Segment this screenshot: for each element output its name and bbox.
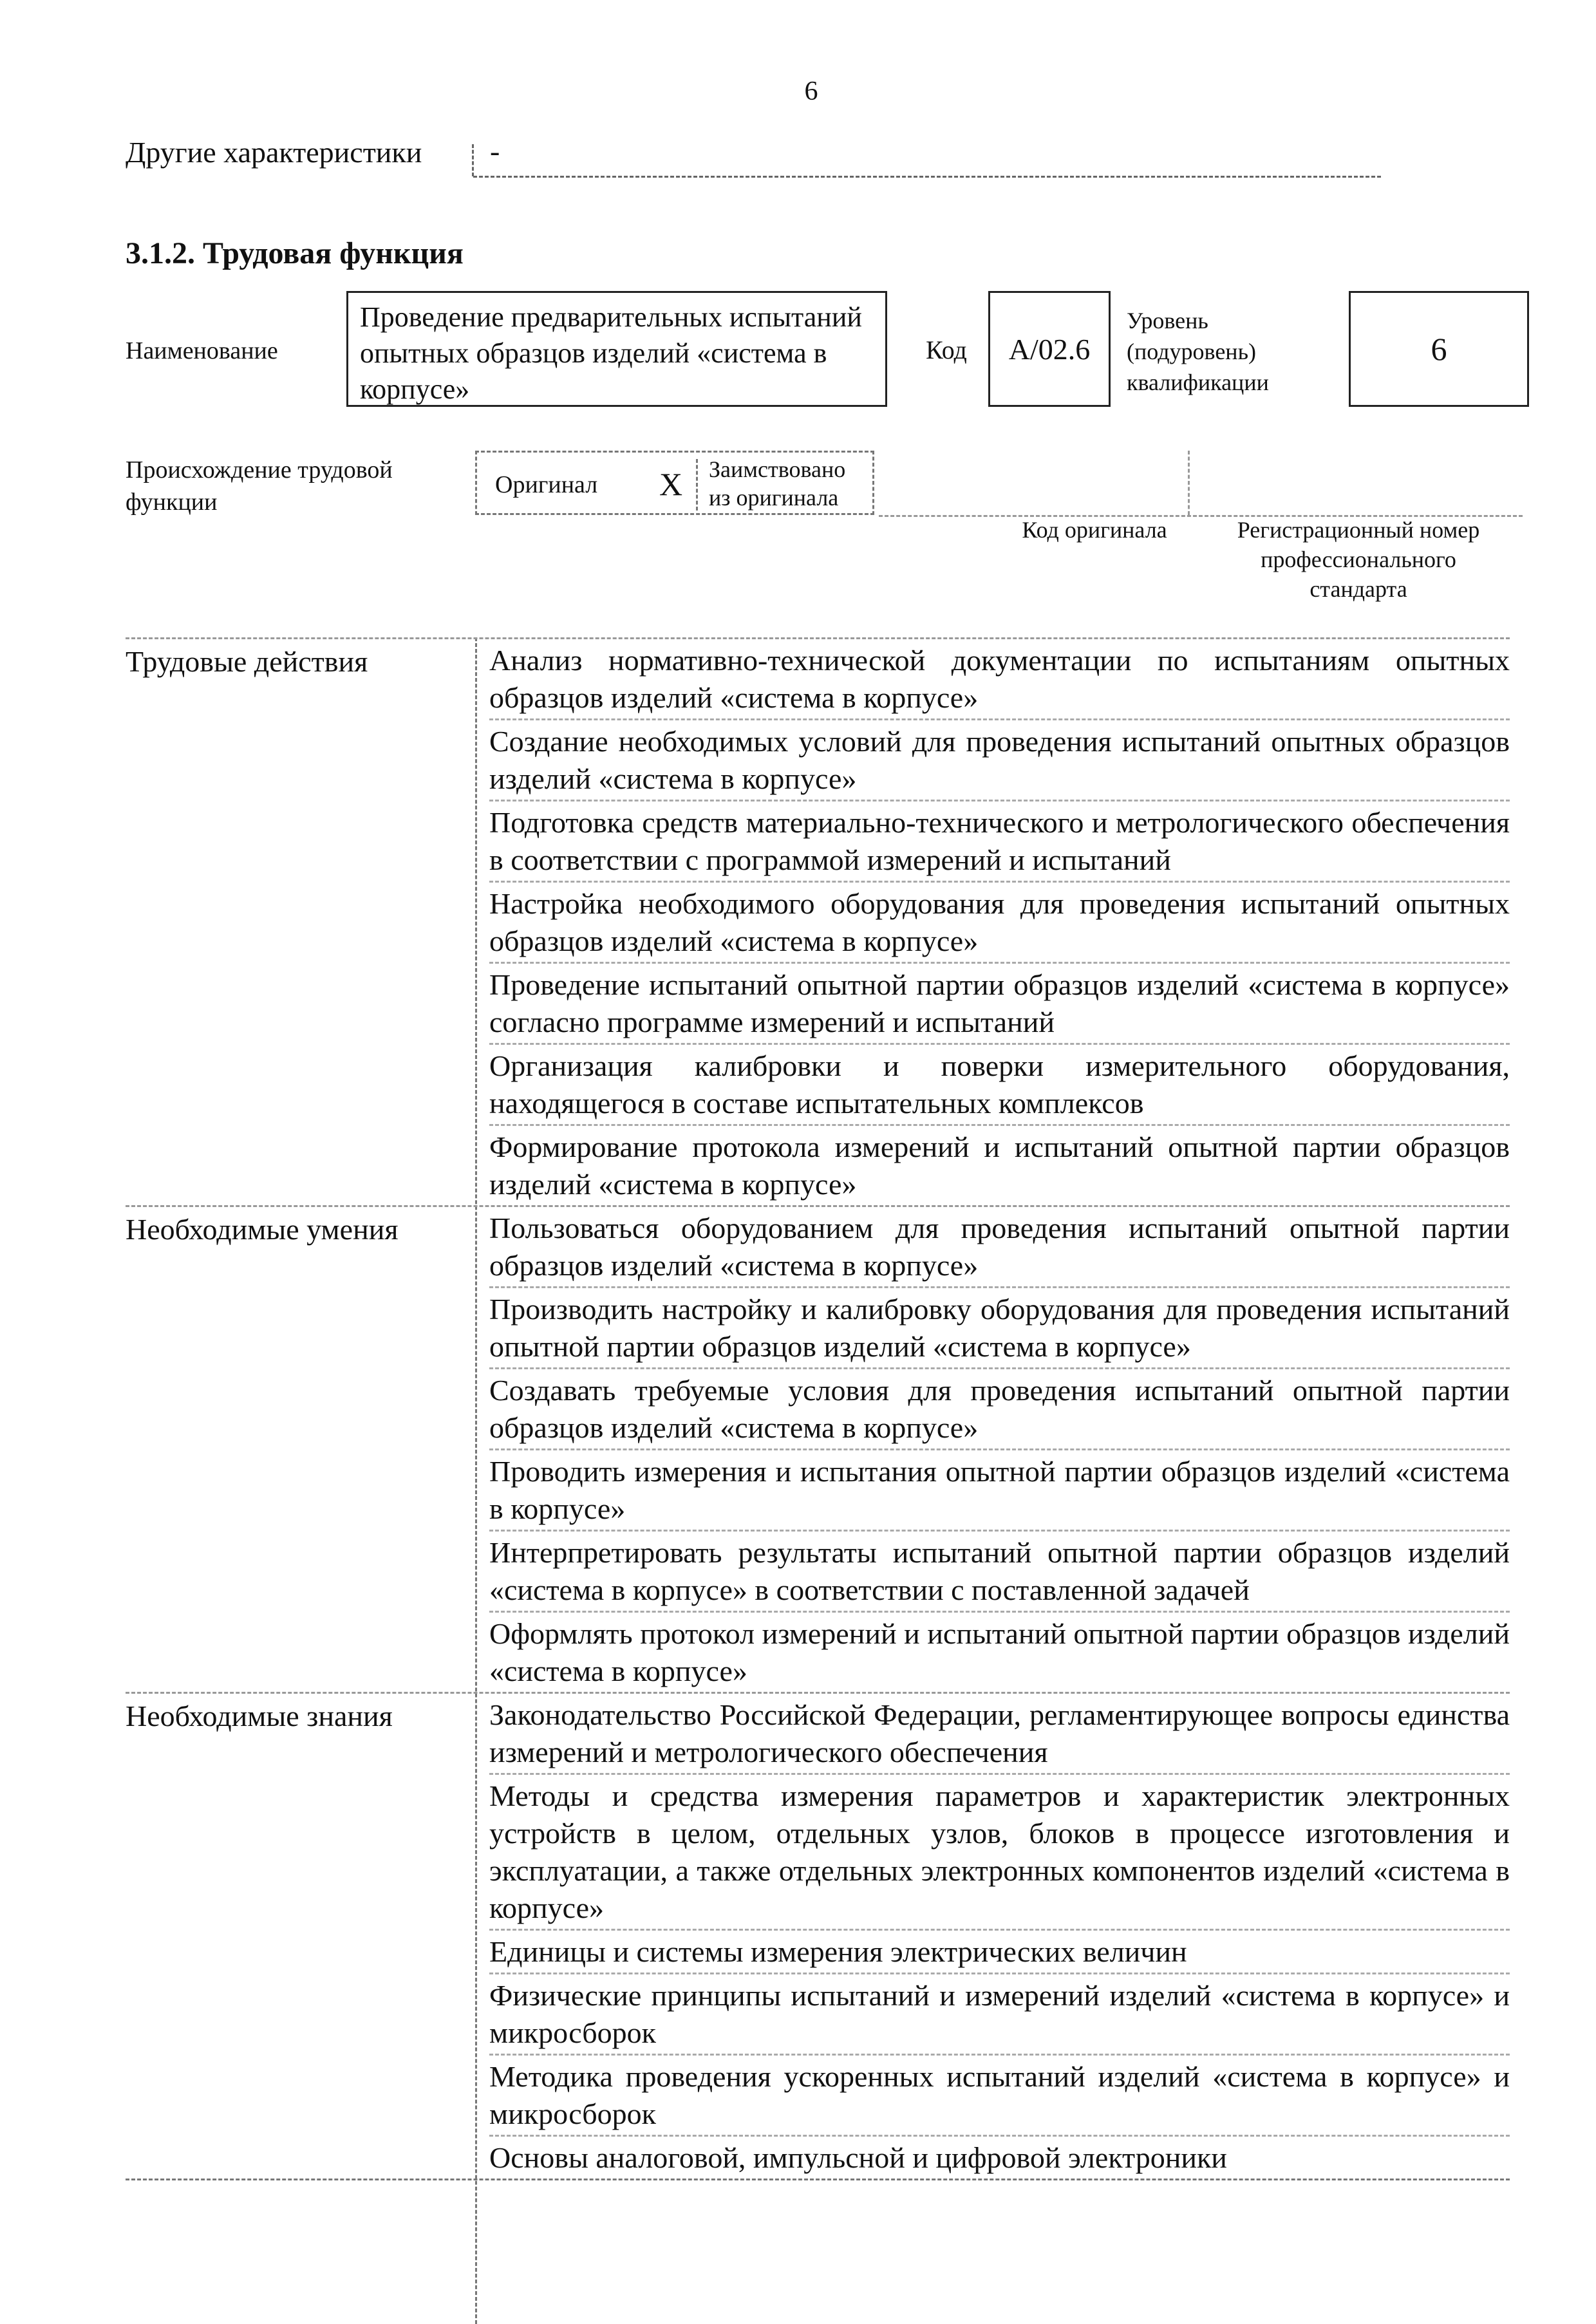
origin-original-mark: X: [659, 466, 683, 502]
origin-original-label: Оригинал: [495, 471, 598, 498]
list-item: Формирование протокола измерений и испытаний опытной партии образцов изделий «система в корпусе»: [489, 1130, 1510, 1201]
list-item: Физические принципы испытаний и измерений изделий «система в корпусе» и микросборок: [489, 1974, 1510, 2056]
divider: [472, 144, 474, 176]
function-name-box: Проведение предварительных испытаний опытных образцов изделий «система в корпусе»: [346, 291, 887, 407]
section-label: Необходимые умения: [126, 1213, 399, 1246]
section-title: 3.1.2. Трудовая функция: [126, 236, 464, 270]
origin-label: Происхождение трудовой функции: [126, 456, 393, 516]
origin-code-caption: Код оригинала: [1022, 517, 1167, 543]
list-item: Производить настройку и калибровку оборудования для проведения испытаний опытной партии образцов изделий «система в корпусе»: [489, 1288, 1510, 1369]
code-label: Код: [926, 335, 967, 364]
list-item: Методика проведения ускоренных испытаний изделий «система в корпусе» и микросборок: [489, 2056, 1510, 2137]
qualification-level-box: 6: [1349, 291, 1529, 407]
divider: [696, 459, 698, 511]
section-labor-actions: [126, 637, 1510, 1205]
list-item: Создание необходимых условий для проведения испытаний опытных образцов изделий «система в корпусе»: [489, 720, 1510, 801]
list-item: Настройка необходимого оборудования для проведения испытаний опытных образцов изделий «система в корпусе»: [489, 883, 1510, 964]
list-item: Единицы и системы измерения электрических величин: [489, 1931, 1510, 1974]
origin-code-fields: [879, 451, 1523, 517]
list-item: Проводить измерения и испытания опытной партии образцов изделий «система в корпусе»: [489, 1450, 1510, 1532]
qualification-level-label: Уровень (подуровень) квалификации: [1127, 308, 1269, 395]
section-required-skills: [126, 1205, 1510, 1692]
list-item: Организация калибровки и поверки измерительного оборудования, находящегося в составе испытательных комплексов: [489, 1045, 1510, 1126]
origin-reg-caption: Регистрационный номер профессионального стандарта: [1237, 517, 1480, 602]
other-characteristics-row: [126, 135, 1381, 180]
list-item: Подготовка средств материально-технического и метрологического обеспечения в соответствии с программой измерений и испытаний: [489, 801, 1510, 883]
list-item: Основы аналоговой, импульсной и цифровой электроники: [489, 2141, 1227, 2174]
list-item: Пользоваться оборудованием для проведения испытаний опытной партии образцов изделий «система в корпусе»: [489, 1207, 1510, 1288]
divider: [473, 176, 1381, 178]
list-item: Создавать требуемые условия для проведения испытаний опытной партии образцов изделий «система в корпусе»: [489, 1369, 1510, 1450]
page-number: 6: [804, 77, 818, 106]
name-label: Наименование: [126, 337, 278, 364]
section-items: [489, 1207, 1510, 1692]
list-item: Анализ нормативно-технической документации по испытаниям опытных образцов изделий «система в корпусе»: [489, 639, 1510, 720]
list-item: Методы и средства измерения параметров и характеристик электронных устройств в целом, отдельных узлов, блоков в процессе изготовления и эксплуатации, а также отдельных электронных компонентов изделий «система в корпусе»: [489, 1775, 1510, 1931]
section-required-knowledge: [126, 1692, 1510, 2180]
list-item: Оформлять протокол измерений и испытаний опытной партии образцов изделий «система в корпусе»: [489, 1617, 1510, 1687]
list-item: Законодательство Российской Федерации, регламентирующее вопросы единства измерений и метрологического обеспечения: [489, 1694, 1510, 1775]
other-characteristics-label: Другие характеристики: [126, 136, 422, 169]
section-items: [489, 639, 1510, 1205]
labor-function-table: [126, 637, 1510, 2180]
origin-box: [475, 451, 874, 515]
divider: [1188, 451, 1190, 515]
function-code-box: A/02.6: [988, 291, 1111, 407]
section-items: [489, 1694, 1510, 2179]
section-label: Необходимые знания: [126, 1700, 393, 1732]
section-label: Трудовые действия: [126, 645, 368, 678]
origin-borrowed-label: Заимствовано из оригинала: [709, 456, 846, 511]
other-characteristics-value: -: [490, 135, 500, 167]
list-item: Интерпретировать результаты испытаний опытной партии образцов изделий «система в корпусе» в соответствии с поставленной задачей: [489, 1532, 1510, 1613]
list-item: Проведение испытаний опытной партии образцов изделий «система в корпусе» согласно программе измерений и испытаний: [489, 964, 1510, 1045]
